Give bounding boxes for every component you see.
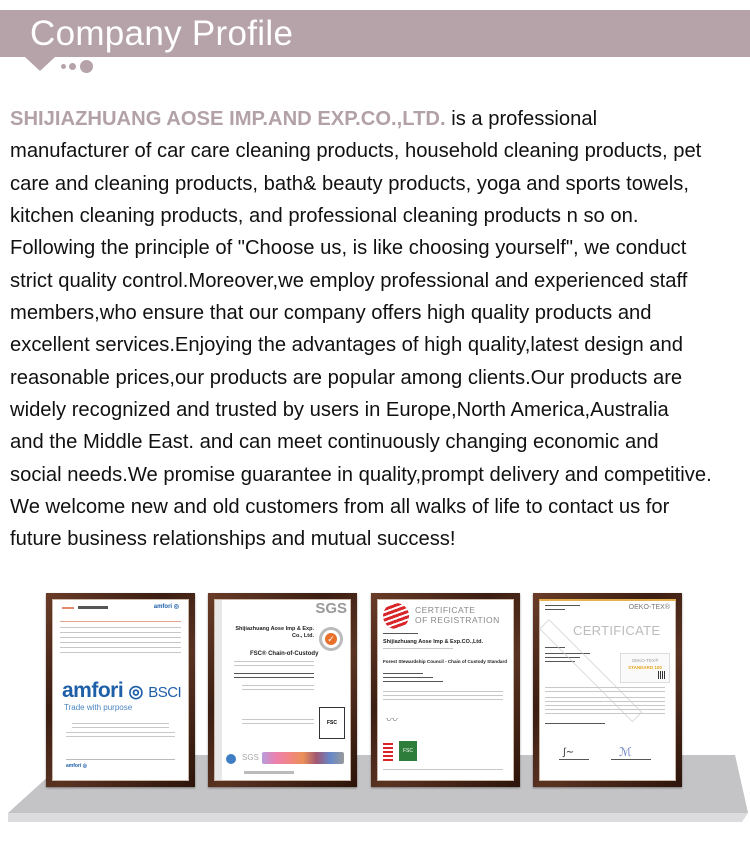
amfori-logo: amfori ◎ BSCI — [62, 679, 182, 702]
certificate-registration[interactable] — [371, 593, 520, 787]
text-line: care and cleaning products, bath& beauty products, yoga and sports towels, — [10, 172, 689, 195]
text-line: social needs.We promise guarantee in quality,prompt delivery and competitive. — [10, 463, 712, 486]
sgs-check-badge-icon: ✓ — [319, 627, 343, 651]
sgs-color-wave — [262, 752, 344, 764]
qr-code-icon — [658, 671, 666, 679]
amfori-small-logo: amfori ◎ — [153, 604, 179, 610]
signature-left: ∫∼ — [563, 747, 575, 758]
text-line: Following the principle of "Choose us, is like choosing yourself", we conduct — [10, 237, 687, 260]
text-line: future business relationships and mutual success! — [10, 528, 456, 551]
sgs-globe-icon — [226, 754, 236, 764]
sgs-logo: SGS — [315, 600, 347, 617]
oeko-tex-standard-badge: OEKO-TEX® STANDARD 100 — [620, 653, 670, 683]
fsc-badge-icon: FSC — [399, 741, 417, 761]
sgs-cert-title: FSC® Chain-of-Custody — [250, 651, 319, 657]
amfori-tagline: Trade with purpose — [64, 703, 133, 712]
text-line: kitchen cleaning products, and professional cleaning products n so on. — [10, 205, 639, 228]
text-line: members,who ensure that our company offers high quality products and — [10, 302, 652, 325]
sgs-footer-logo: SGS — [242, 753, 259, 762]
text-line: strict quality control.Moreover,we employ professional and experienced staff — [10, 269, 688, 292]
certificate-oeko-tex[interactable] — [533, 593, 682, 787]
oeko-tex-title: CERTIFICATE — [573, 623, 661, 638]
text-segment: is a professional — [445, 108, 598, 130]
registration-red-mark-icon — [383, 741, 393, 761]
registration-title: CERTIFICATE OF REGISTRATION — [415, 605, 500, 625]
amfori-swirl-icon: ◎ — [128, 682, 143, 701]
text-line: manufacturer of car care cleaning products, household cleaning products, pet — [10, 140, 702, 163]
certificate-sgs-fsc[interactable] — [208, 593, 357, 787]
registration-holder: Shijiazhuang Aose Imp & Exp.CO.,Ltd. — [383, 639, 484, 645]
text-line: reasonable prices,our products are popular among clients.Our products are — [10, 366, 683, 389]
text-line: We welcome new and old customers from all walks of life to contact us for — [10, 496, 670, 519]
registration-standard: Forest Stewardship Council - Chain of Custody Standard — [383, 659, 508, 664]
page-title: Company Profile — [30, 14, 294, 53]
sgs-holder-name: Shijiazhuang Aose Imp & Exp. Co., Ltd. — [235, 626, 314, 639]
text-line: excellent services.Enjoying the advantages of high quality,latest design and — [10, 334, 683, 357]
oeko-tex-logo: OEKO-TEX® — [628, 604, 670, 611]
signature-right: ℳ — [619, 745, 632, 759]
company-name: SHIJIAZHUANG AOSE IMP.AND EXP.CO.,LTD. — [10, 108, 446, 130]
fsc-badge-icon: FSC — [319, 707, 345, 739]
signature: 〰 — [385, 713, 398, 727]
amfori-footer-logo: amfori ◎ — [66, 763, 88, 769]
registration-logo-icon — [383, 603, 409, 629]
text-line: widely recognized and trusted by users in Europe,North America,Australia — [10, 399, 669, 422]
certificate-amfori-bsci[interactable] — [46, 593, 195, 787]
text-line: and the Middle East. and can meet continuously changing economic and — [10, 431, 659, 454]
